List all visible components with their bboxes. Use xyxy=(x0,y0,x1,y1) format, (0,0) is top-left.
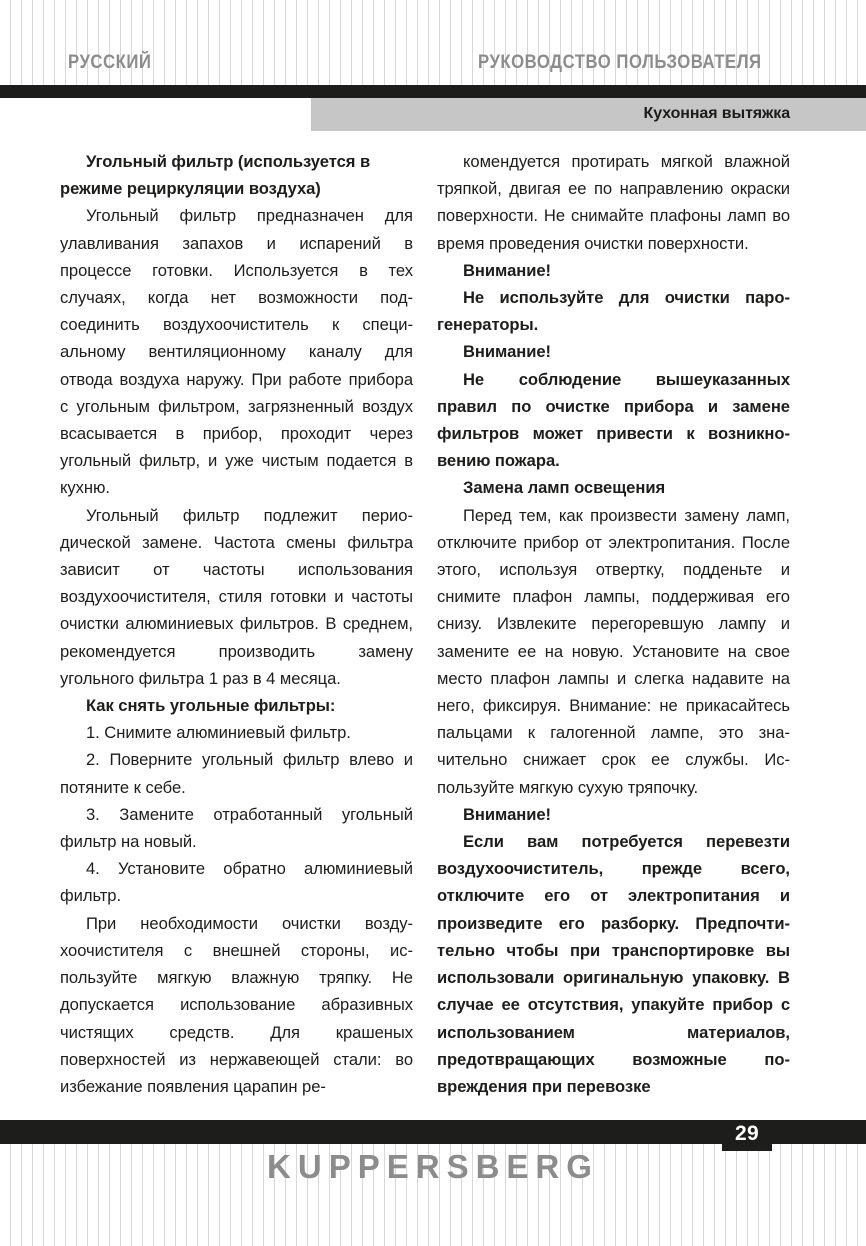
right-warning-3-title: Внимание! xyxy=(463,804,552,824)
page-number-badge: 29 xyxy=(722,1120,772,1151)
right-warning-1-text: Не используйте для очистки парогенераторы. xyxy=(437,288,790,335)
left-paragraph-3: При необходимости очистки воздухоочистителя с внешней стороны, используйте мягкую влажную тряпку. Не допускается использование абразивных чистящих средств. Для крашеных поверхностей из нержавеющей стали: во избежание появления царапин ре- xyxy=(60,913,413,1096)
left-section-title: Угольный фильтр (используется в режиме рециркуляции воздуха) xyxy=(60,152,371,199)
product-title: Кухонная вытяжка xyxy=(643,105,790,122)
header-divider-bar xyxy=(0,85,866,98)
left-step-3: 3. Замените отработанный угольный фильтр на новый. xyxy=(60,804,413,852)
product-title-bar xyxy=(311,98,866,131)
two-column-body xyxy=(60,148,790,1108)
left-step-4: 4. Установите обратно алюминиевый фильтр. xyxy=(60,859,413,906)
right-warning-2-title: Внимание! xyxy=(463,342,552,362)
left-paragraph-2: Угольный фильтр подлежит периодической замене. Частота смены фильтра зависит от частоты использования воздухоочистителя, стиля готовки и частоты очистки алюминиевых фильтров. В среднем, рекомендуется производить замену угольного фильтра 1 раз в 4 месяца. xyxy=(60,505,413,688)
header-manual-label: РУКОВОДСТВО ПОЛЬЗОВАТЕЛЯ xyxy=(478,52,762,73)
right-paragraph-2: Перед тем, как произвести замену ламп, отключите прибор от электропитания. После этого, используя отвертку, подденьте и снимите плафон лампы, поддерживая его снизу. Извлеките перегоревшую лампу и замените ее на новую. Установите на свое место плафон лампы и слегка надавите на него, фиксируя. Внимание: не прикасайтесь пальцами к галогенной лампе, это значительно снижает срок ее службы. Используйте мягкую сухую тряпочку. xyxy=(437,505,790,797)
left-subheading-steps: Как снять угольные фильтры: xyxy=(86,696,336,716)
left-paragraph-1: Угольный фильтр предназначен для улавливания запахов и испарений в процессе готовки. Используется в тех случаях, когда нет возможности подсоединить воздухоочиститель к специальному вентиляционному каналу для отвода воздуха наружу. При работе прибора с угольным фильтром, загрязненный воздух всасывается в прибор, проходит через угольный фильтр, и уже чистым подается в кухню. xyxy=(60,206,413,498)
right-paragraph-1: комендуется протирать мягкой влажной тряпкой, двигая ее по направлению окраски поверхности. Не снимайте плафоны ламп во время проведения очистки поверхности. xyxy=(437,152,790,253)
brand-logo: KUPPERSBERG xyxy=(267,1148,599,1185)
left-column xyxy=(60,148,413,1108)
right-subheading-lamps: Замена ламп освещения xyxy=(463,478,666,498)
left-step-2: 2. Поверните угольный фильтр влево и потяните к себе. xyxy=(60,750,413,797)
right-warning-2-text: Не соблюдение вышеуказанных правил по очистке прибора и замене фильтров может привести к возникновению пожара. xyxy=(437,369,790,471)
page-header xyxy=(0,52,866,85)
left-step-1: 1. Снимите алюминиевый фильтр. xyxy=(86,723,351,743)
right-warning-3-text: Если вам потребуется перевезти воздухоочиститель, прежде всего, отключите его от электропитания и произведите его разборку. Предпочтительно чтобы при транспортировке вы использовали оригинальную упаковку. В случае ее отсутствия, упакуйте прибор с использованием материалов, предотвращающих возможные повреждения при перевозке xyxy=(437,832,790,1096)
right-column xyxy=(437,148,790,1108)
header-language-label: РУССКИЙ xyxy=(68,52,152,73)
right-warning-1-title: Внимание! xyxy=(463,260,552,280)
